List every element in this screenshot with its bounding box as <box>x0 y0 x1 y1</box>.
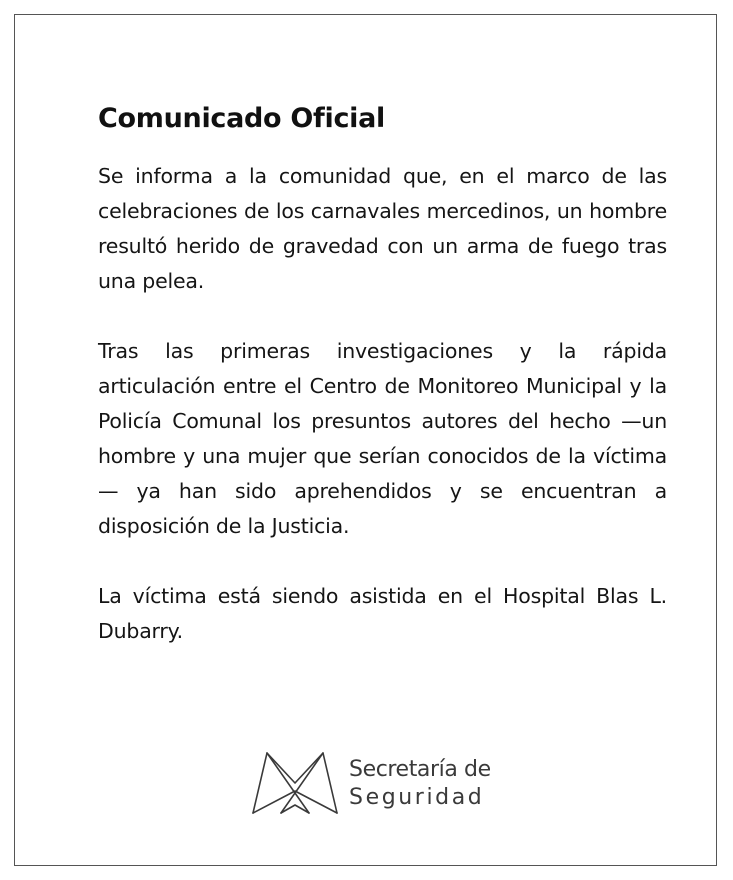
paragraph-investigation: Tras las primeras investigaciones y la rápida articulación entre el Centro de Monitoreo Municipal y la Policía Comunal los presuntos autores del hecho —un hombre y una mujer que serían conocidos de la víctima— ya han sido aprehendidos y se encuentran a disposición de la Justicia. <box>98 339 667 538</box>
statement-body <box>98 99 667 649</box>
statement-title: Comunicado Oficial <box>98 103 385 134</box>
paragraph-incident: Se informa a la comunidad que, en el marco de las celebraciones de los carnavales mercedinos, un hombre resultó herido de gravedad con un arma de fuego tras una pelea. <box>98 164 667 293</box>
document-frame <box>14 14 717 866</box>
logo-line-seguridad: Seguridad <box>349 785 485 810</box>
paragraph-victim-status: La víctima está siendo asistida en el Hospital Blas L. Dubarry. <box>98 584 667 643</box>
secretaria-seguridad-logo <box>251 746 501 821</box>
stylized-m-mountain-icon <box>251 749 339 817</box>
logo-line-secretaria: Secretaría de <box>349 757 491 782</box>
logo-wordmark <box>349 756 491 812</box>
